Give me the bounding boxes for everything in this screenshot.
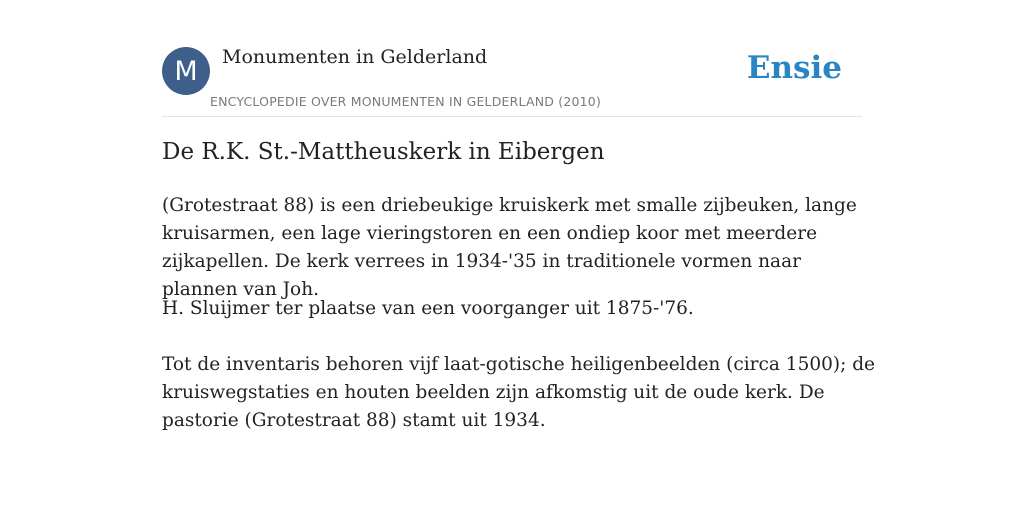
entry-paragraph-1: (Grotestraat 88) is een driebeukige kruiskerk met smalle zijbeuken, lange kruisarmen, een lage vieringstoren en een ondiep koor met meerdere zijkapellen. De kerk verrees in 1934-'35 in traditionele vormen naar plannen van Joh. bbox=[162, 195, 857, 300]
book-avatar[interactable]: M bbox=[162, 47, 210, 95]
book-subtitle: ENCYCLOPEDIE OVER MONUMENTEN IN GELDERLAND (2010) bbox=[210, 94, 602, 109]
book-header bbox=[162, 46, 862, 117]
entry-paragraph-3: Tot de inventaris behoren vijf laat-gotische heiligenbeelden (circa 1500); de kruiswegstaties en houten beelden zijn afkomstig uit de oude kerk. De pastorie (Grotestraat 88) stamt uit 1934. bbox=[162, 354, 875, 431]
entry-paragraph-2: H. Sluijmer ter plaatse van een voorganger uit 1875-'76. bbox=[162, 298, 694, 319]
ensie-logo[interactable]: Ensie bbox=[746, 50, 842, 86]
book-title-link[interactable]: Monumenten in Gelderland bbox=[222, 46, 488, 68]
entry-title: De R.K. St.-Mattheuskerk in Eibergen bbox=[162, 139, 605, 165]
